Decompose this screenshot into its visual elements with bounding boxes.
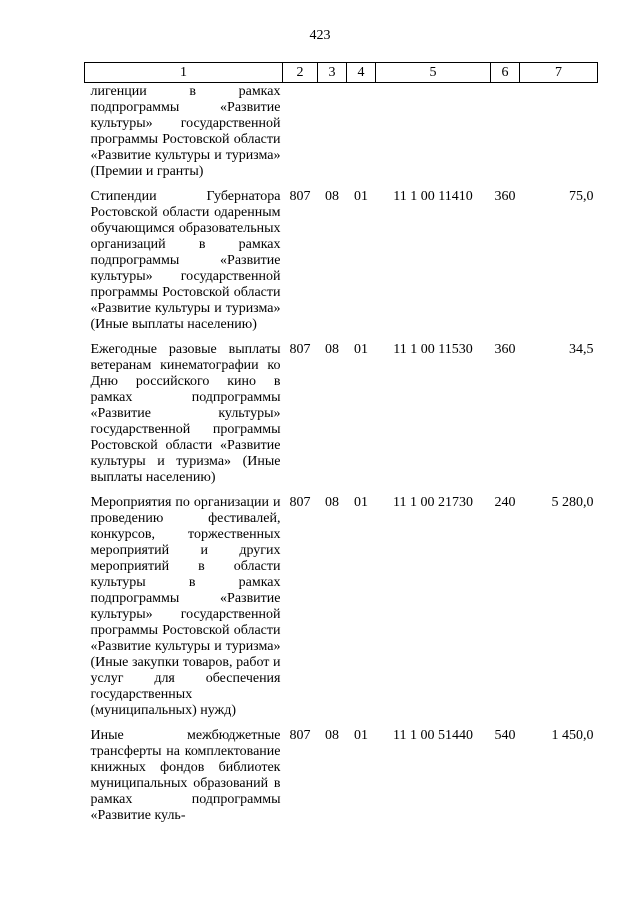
header-row [85, 63, 598, 83]
row-expense-type [491, 83, 520, 190]
row-amount: 1 450,0 [551, 728, 594, 743]
header-col-1: 1 [85, 63, 283, 83]
header-col-3: 3 [318, 63, 347, 83]
row-amount: 75,0 [569, 189, 594, 204]
row-subsection: 01 [354, 189, 368, 204]
table-row [85, 342, 598, 495]
row-name: Стипендии Губернатора Ростовской области одаренным обучающимся образовательных организаций в рамках подпрограммы «Развитие культуры» государственной программы Ростовской области «Развитие культуры и туризма» (Иные выплаты населению) [90, 189, 281, 332]
table-row [85, 495, 598, 728]
header-col-2: 2 [283, 63, 318, 83]
row-ministry-code: 807 [289, 495, 311, 510]
row-section [318, 83, 347, 190]
row-expense-type: 360 [494, 342, 516, 357]
row-amount: 5 280,0 [551, 495, 594, 510]
row-target-article: 11 1 00 21730 [393, 495, 473, 510]
row-section: 08 [325, 342, 339, 357]
table-row [85, 728, 598, 833]
header-col-4: 4 [347, 63, 376, 83]
table-row [85, 83, 598, 190]
header-col-6: 6 [491, 63, 520, 83]
row-name: Мероприятия по организации и проведению фестивалей, конкурсов, торжественных мероприятий и других мероприятий в области культуры в рамках подпрограммы «Развитие культуры» государственной программы Ростовской области «Развитие культуры и туризма» (Иные закупки товаров, работ и услуг для обеспечения государственных (муниципальных) нужд) [90, 495, 281, 718]
row-ministry-code: 807 [289, 342, 311, 357]
row-ministry-code: 807 [289, 189, 311, 204]
row-name: Иные межбюджетные трансферты на комплектование книжных фондов библиотек муниципальных образований в рамках подпрограммы «Развитие куль- [90, 728, 281, 823]
row-section: 08 [325, 495, 339, 510]
row-amount [520, 83, 598, 190]
row-subsection: 01 [354, 728, 368, 743]
row-target-article: 11 1 00 51440 [393, 728, 473, 743]
row-target-article: 11 1 00 11410 [393, 189, 473, 204]
row-section: 08 [325, 189, 339, 204]
table-row [85, 189, 598, 342]
table-header [85, 63, 598, 83]
row-ministry-code [283, 83, 318, 190]
row-name: Ежегодные разовые выплаты ветеранам кинематографии ко Дню российского кино в рамках подпрограммы «Развитие культуры» государственной программы Ростовской области «Развитие культуры и туризма» (Иные выплаты населению) [90, 342, 281, 485]
page-number: 423 [309, 28, 331, 43]
row-expense-type: 360 [494, 189, 516, 204]
row-amount: 34,5 [569, 342, 594, 357]
row-subsection [347, 83, 376, 190]
header-col-7: 7 [520, 63, 598, 83]
row-subsection: 01 [354, 342, 368, 357]
budget-table [84, 62, 598, 833]
row-expense-type: 240 [494, 495, 516, 510]
row-ministry-code: 807 [289, 728, 311, 743]
row-subsection: 01 [354, 495, 368, 510]
row-target-article [376, 83, 491, 190]
row-expense-type: 540 [494, 728, 516, 743]
header-col-5: 5 [376, 63, 491, 83]
row-section: 08 [325, 728, 339, 743]
row-name: лигенции в рамках подпрограммы «Развитие культуры» государственной программы Ростовской области «Развитие культуры и туризма» (Премии и гранты) [90, 84, 281, 179]
row-target-article: 11 1 00 11530 [393, 342, 473, 357]
